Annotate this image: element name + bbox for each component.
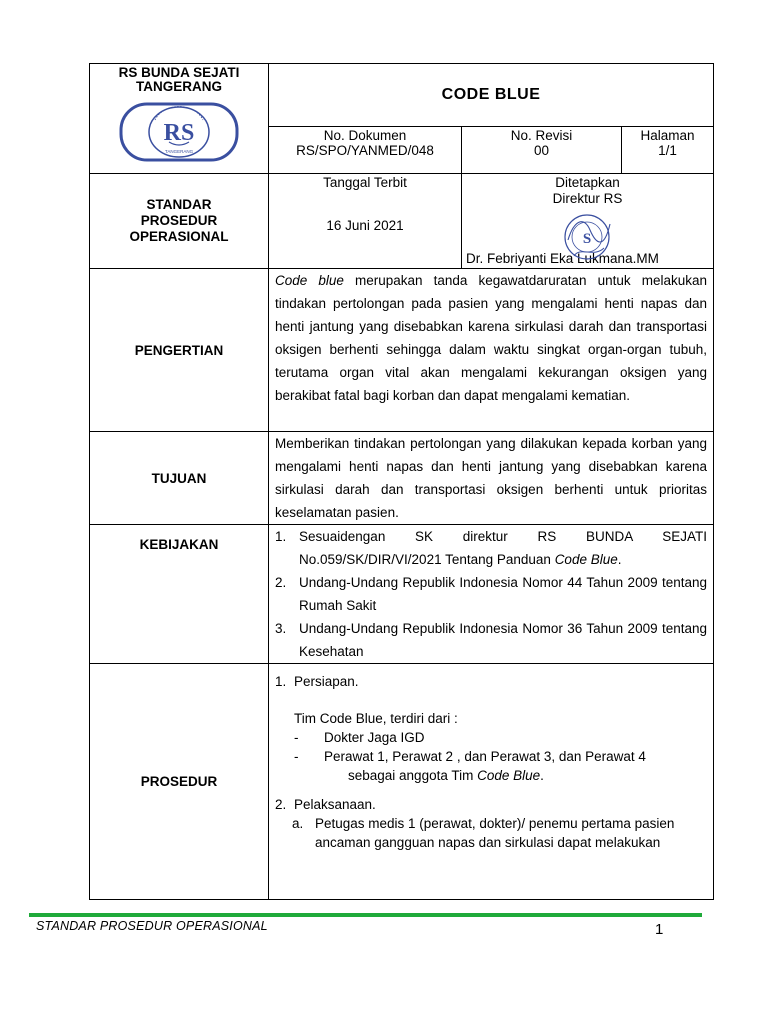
tujuan-label: TUJUAN bbox=[90, 432, 269, 525]
kebijakan-list bbox=[269, 525, 714, 664]
svg-text:TANGERANG: TANGERANG bbox=[164, 149, 194, 154]
prosedur-label: PROSEDUR bbox=[90, 664, 269, 900]
doc-number-label: No. Dokumen bbox=[323, 128, 407, 143]
signer-name: Dr. Febriyanti Eka Lukmana.MM bbox=[466, 251, 659, 266]
issued-date: 16 Juni 2021 bbox=[326, 218, 404, 233]
pengertian-term: Code blue bbox=[275, 273, 344, 288]
list-item: 3. Undang-Undang Republik Indonesia Nomor 36 Tahun 2009 tentang Kesehatan bbox=[275, 621, 708, 659]
svg-text:RS: RS bbox=[163, 120, 195, 146]
hospital-cell bbox=[90, 64, 269, 174]
revision-label: No. Revisi bbox=[510, 128, 573, 143]
pengertian-body: merupakan tanda kegawatdaruratan untuk melakukan tindakan pertolongan pada pasien yang mengalami henti napas dan henti jantung yang disebabkan karena sirkulasi darah dan transportasi oksigen berhenti sehingga dalam waktu singkat organ-organ tubuh, terutama organ vital akan mengalami kekurangan oksigen yang berakibat fatal bagi korban dan dapat mengalami kematian. bbox=[275, 273, 708, 403]
sop-table bbox=[89, 63, 714, 900]
prosedur-step-1: 1. Persiapan. bbox=[275, 674, 359, 689]
footer-title: STANDAR PROSEDUR OPERASIONAL bbox=[36, 919, 268, 933]
kebijakan-label: KEBIJAKAN bbox=[90, 525, 269, 664]
approved-label: Ditetapkan bbox=[555, 175, 620, 190]
director-stamp bbox=[560, 210, 614, 264]
footer-page-number: 1 bbox=[655, 921, 664, 938]
revision-cell bbox=[462, 127, 622, 174]
page-label: Halaman bbox=[640, 128, 695, 143]
svg-text:S: S bbox=[582, 231, 592, 247]
issued-cell bbox=[269, 174, 462, 269]
doc-number-cell bbox=[269, 127, 462, 174]
doc-number-value: RS/SPO/YANMED/048 bbox=[296, 143, 434, 158]
footer-divider bbox=[29, 913, 702, 917]
list-item: - Perawat 1, Perawat 2 , dan Perawat 3, dan Perawat 4 bbox=[294, 749, 646, 764]
pengertian-text bbox=[269, 269, 714, 432]
document-title: CODE BLUE bbox=[269, 64, 714, 127]
prosedur-sub-a: a. Petugas medis 1 (perawat, dokter)/ penemu pertama pasien ancaman gangguan napas dan sirkulasi dapat melakukan bbox=[292, 816, 675, 850]
hospital-name: RS BUNDA SEJATI TANGERANG bbox=[118, 65, 240, 94]
prosedur-step-2: 2. Pelaksanaan. bbox=[275, 797, 376, 812]
pengertian-label: PENGERTIAN bbox=[90, 269, 269, 432]
hospital-logo bbox=[119, 102, 239, 162]
list-item: 2. Undang-Undang Republik Indonesia Nomor 44 Tahun 2009 tentang Rumah Sakit bbox=[275, 575, 708, 613]
tujuan-text: Memberikan tindakan pertolongan yang dilakukan kepada korban yang mengalami henti napas dan henti jantung yang disebabkan karena sirkulasi darah dan transportasi oksigen berhenti untuk prioritas keselamatan pasien. bbox=[269, 432, 714, 525]
page-cell bbox=[622, 127, 714, 174]
revision-value: 00 bbox=[533, 143, 550, 158]
team-continuation: sebagai anggota Tim Code Blue. bbox=[348, 768, 544, 783]
page-value: 1/1 bbox=[658, 143, 677, 158]
list-item: 1. Sesuaidengan SK direktur RS BUNDA SEJATI No.059/SK/DIR/VI/2021 Tentang Panduan Code Blue. bbox=[275, 529, 708, 567]
team-intro: Tim Code Blue, terdiri dari : bbox=[294, 711, 458, 726]
spo-label: STANDAR PROSEDUR OPERASIONAL bbox=[90, 174, 269, 269]
list-item: - Dokter Jaga IGD bbox=[294, 730, 425, 745]
approved-by: Direktur RS bbox=[552, 191, 623, 206]
prosedur-content bbox=[269, 664, 714, 900]
issued-label: Tanggal Terbit bbox=[323, 175, 407, 190]
